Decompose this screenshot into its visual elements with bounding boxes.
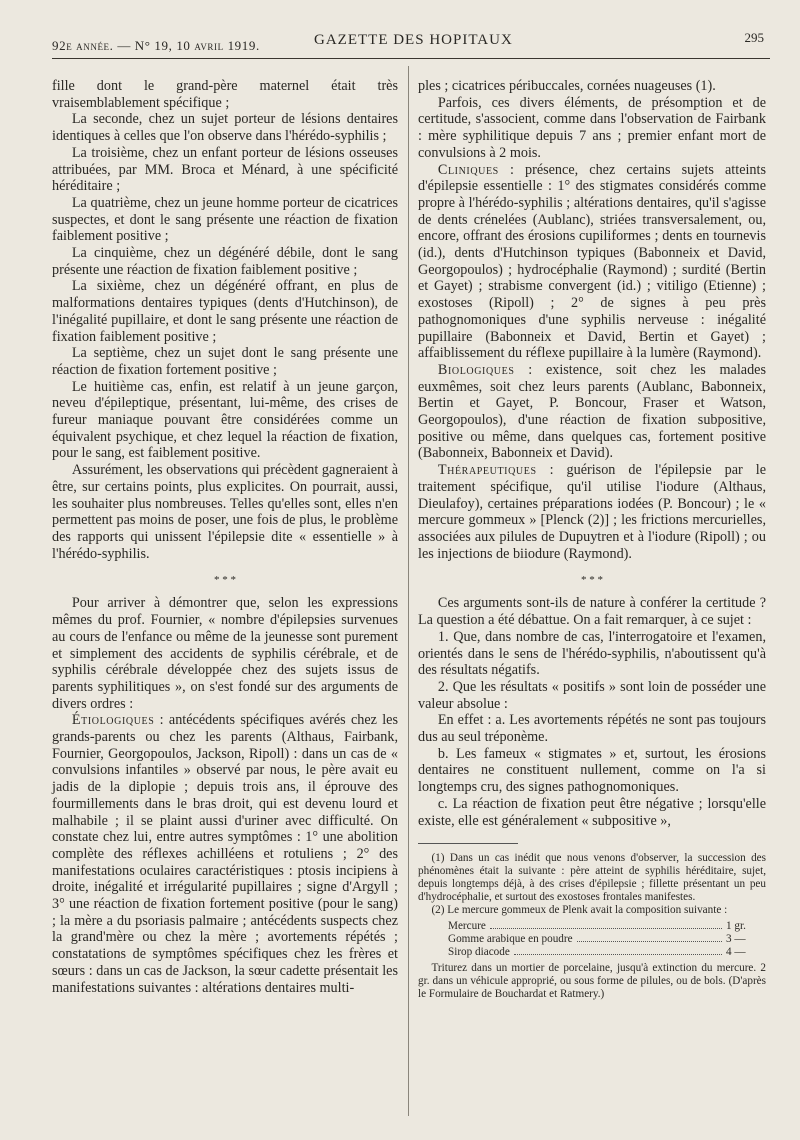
footnote: (2) Le mercure gommeux de Plenk avait la composition suivante : — [431, 904, 728, 917]
section-text: : présence, chez certains sujets atteints d'épilepsie essentielle : 1° des stigmates considérés comme propre à l'hérédo-syphilis ; altérations dentaires, qu'il s'agisse de dents crénelées (Aublanc), striées transversalement, ou, encore, offrant des érosions cupiliformes ; dents en tournevis (id.), dents d'Hutchinson typiques (Babonneix et David, Georgopoulos) ; hydrocéphalie (Raymond) ; surdité (Bertin et Gayet) ; strabisme convergent (id.) ; vitiligo (Etienne) ; exostoses (Ripoll) ; 2° de signes à peu près pathognomoniques d'une syphilis nerveuse : inégalité pupillaire (Babonneix et David, Bertin et Gayet) ; affaiblissement du réflexe pupillaire à la lumère (Raymond). — [418, 161, 766, 362]
paragraph: c. La réaction de fixation peut être négative ; lorsqu'elle existe, elle est généralement « subpositive », — [418, 795, 766, 829]
paragraph: fille dont le grand-père maternel était très vraisemblablement spécifique ; — [52, 78, 398, 111]
section-stars: * * * — [214, 574, 236, 587]
paragraph — [418, 162, 766, 362]
paragraph — [418, 462, 766, 562]
recipe-qty: 1 gr. — [726, 920, 746, 933]
issue-info: 92e année. — N° 19, 10 avril 1919. — [52, 38, 260, 53]
page-number: 295 — [744, 30, 764, 45]
section-stars: * * * — [581, 574, 603, 587]
paragraph: ples ; cicatrices péribuccales, cornées nuageuses (1). — [418, 78, 716, 94]
recipe-item: Mercure — [448, 920, 486, 933]
section-head: Étiologiques — [71, 712, 155, 729]
paragraph: 1. Que, dans nombre de cas, l'interrogatoire et l'examen, orientés dans le sens de l'hérédo-syphilis, n'aboutissent qu'à des résultats négatifs. — [418, 628, 766, 679]
section-text: : antécédents spécifiques avérés chez les grands-parents ou chez les parents (Althaus, Fairbank, Fournier, Georgopoulos, Jackson, Ripoll) : dans un cas de « convulsions infantiles » observé par nous, le père avait eu jadis de la diplopie ; depuis trois ans, il éprouve des fourmillements dans le bras droit, qui est devenu lourd et malhabile ; il se plaint aussi d'uriner avec difficulté. On constate chez lui, entre autres symptômes : 1° une abolition complète des réflexes achilléens et rotuliens ; 2° des manifestations oculaires caractéristiques : ptosis incipiens à droite, inégalité et irrégularité pupillaires ; signe d'Argyll ; 3° une réaction de fixation fortement positive (pour le sang) ; la mère a du psoriasis palmaire ; antécédents suspects chez la grand'mère ou chez la mère ; avortements répétés ; constatations de symptômes spécifiques chez les frères et sœurs : dans un cas de Jackson, la sœur cadette présentait les manifestations suivantes : altérations dentaires multi- — [52, 712, 398, 996]
recipe-row — [448, 920, 766, 933]
recipe-list — [448, 920, 766, 959]
paragraph: La quatrième, chez un jeune homme porteur de cicatrices suspectes, et dont le sang présente une réaction de fixation faiblement positive ; — [52, 194, 398, 245]
recipe-item: Gomme arabique en poudre — [448, 933, 573, 946]
paragraph: Parfois, ces divers éléments, de présomption et de certitude, s'associent, comme dans l'observation de Fairbank : mère syphilitique depuis 7 ans ; premier enfant mort de convulsions à 2 mois. — [418, 94, 766, 161]
header-rule — [52, 58, 770, 59]
paragraph: La cinquième, chez un dégénéré débile, dont le sang présente une réaction de fixation faiblement positive ; — [52, 245, 398, 278]
paragraph: La seconde, chez un sujet porteur de lésions dentaires identiques à celles que l'on observe dans l'hérédo-syphilis ; — [52, 111, 398, 145]
section-text: : existence, soit chez les malades euxmêmes, soit chez leurs parents (Aublanc, Babonneix, Bertin et Gayet, P. Boncour, Fraser et Watson, Georgopoulos), d'une réaction de fixation subpositive, positive ou même, dans quelques cas, fortement positive (Babonneix, Babonneix et David). — [418, 361, 766, 462]
left-column — [52, 78, 398, 996]
right-column — [418, 78, 766, 1001]
paragraph: Ces arguments sont-ils de nature à conférer la certitude ? La question a été débattue. On a fait remarquer, à ce sujet : — [418, 595, 766, 629]
recipe-item: Sirop diacode — [448, 946, 510, 959]
paragraph: Le huitième cas, enfin, est relatif à un jeune garçon, neveu d'épileptique, présentant, lui-même, des crises de fureur maniaque pouvant être considérées comme un équivalent psychique, et chez lequel la réaction de fixation, pour le sang, est faiblement positive. — [52, 378, 398, 462]
recipe-row — [448, 933, 766, 946]
paragraph: La sixième, chez un dégénéré offrant, en plus de malformations dentaires typiques (dents d'Hutchinson), de l'inégalité pupillaire, et dont le sang présente une réaction de fixation faiblement positive ; — [52, 278, 398, 345]
section-head: Cliniques — [437, 161, 499, 178]
column-divider — [408, 66, 409, 1116]
footnote: Triturez dans un mortier de porcelaine, jusqu'à extinction du mercure. 2 gr. dans un véhicule approprié, ou sous forme de pilules, ou de bols. (D'après le Formulaire de Bouchardat et Ratmery.) — [418, 962, 766, 1001]
paragraph: 2. Que les résultats « positifs » sont loin de posséder une valeur absolue : — [418, 678, 766, 712]
paragraph: b. Les fameux « stigmates » et, surtout, les érosions dentaires ne constituent nullement, comme on l'a si longtemps cru, des signes pathognomoniques. — [418, 745, 766, 796]
footnote: (1) Dans un cas inédit que nous venons d'observer, la succession des phénomènes était la suivante : père atteint de syphilis héréditaire, sujet, depuis longtemps déjà, à des crises d'épilepsie ; fillette présentant un peu d'hydrocéphalie, et surtout des exostoses frontales manifestes. — [418, 852, 766, 904]
section-head: Biologiques — [437, 361, 515, 378]
paragraph — [418, 362, 766, 462]
recipe-row — [448, 946, 766, 959]
recipe-qty: 4 — — [726, 946, 746, 959]
recipe-qty: 3 — — [726, 933, 746, 946]
page-header — [52, 30, 770, 60]
paragraph: La troisième, chez un enfant porteur de lésions osseuses attribuées, par MM. Broca et Ménard, à une spécificité héréditaire ; — [52, 144, 398, 195]
footnotes — [418, 852, 766, 1001]
section-text: : guérison de l'épilepsie par le traitement spécifique, qu'il utilise l'iodure (Althaus, Dieulafoy), certaines préparations iodées (P. Boncour) ; le « mercure gommeux » [Plenck (2)] ; les frictions mercurielles, associées aux pilules de Dupuytren et à l'iodure (Ripoll) ; ou les injections de biiodure (Raymond). — [418, 462, 766, 562]
journal-title: GAZETTE DES HOPITAUX — [314, 32, 513, 48]
section-head: Thérapeutiques — [437, 462, 537, 479]
paragraph: En effet : a. Les avortements répétés ne sont pas toujours dus au seul tréponème. — [418, 712, 766, 746]
paragraph: Pour arriver à démontrer que, selon les expressions mêmes du prof. Fournier, « nombre d'épilepsies survenues au cours de l'enfance ou même de la jeunesse sont purement et simplement des accidents de syphilis cérébrale, et de syphilis cérébrale développée chez des sujets issus de parents syphilitiques », on s'est fondé sur des arguments de divers ordres : — [52, 595, 398, 712]
paragraph: La septième, chez un sujet dont le sang présente une réaction de fixation fortement positive ; — [52, 345, 398, 378]
paragraph: Assurément, les observations qui précèdent gagneraient à être, sur certains points, plus explicites. On pourrait, aussi, les souhaiter plus nombreuses. Telles qu'elles sont, elles n'en permettent pas moins de poser, une fois de plus, le problème des rapports qui unissent l'épilepsie dite « essentielle » à l'hérédo-syphilis. — [52, 462, 398, 562]
footnote-rule — [418, 843, 518, 844]
paragraph — [52, 712, 398, 996]
